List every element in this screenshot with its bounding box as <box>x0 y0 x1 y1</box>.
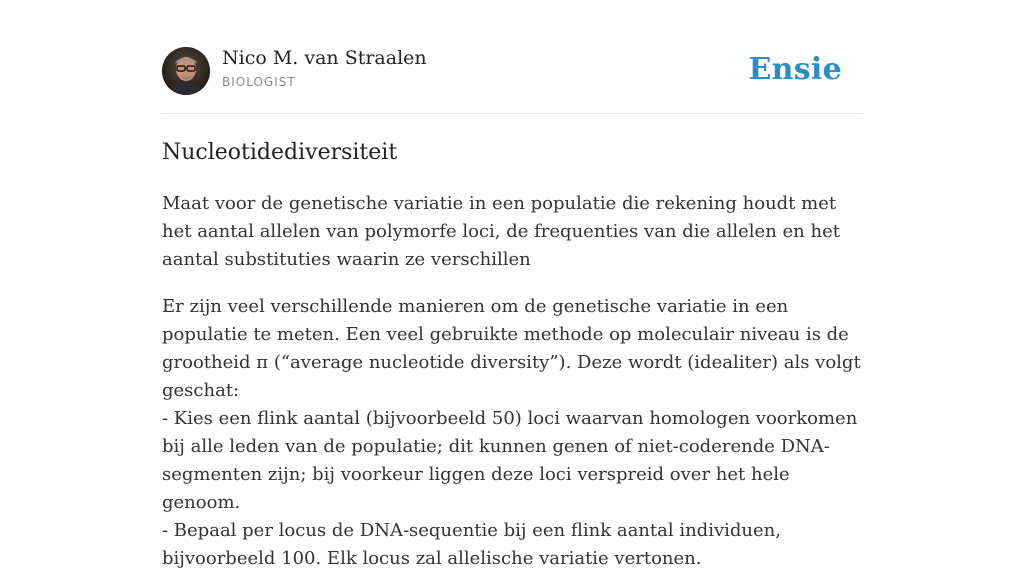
entry-title: Nucleotidediversiteit <box>162 140 398 165</box>
body-list-item: - Bepaal per locus de DNA-sequentie bij een flink aantal individuen, bijvoorbeeld 100. Elk locus zal allelische variatie vertonen. <box>162 520 781 569</box>
entry-definition: Maat voor de genetische variatie in een populatie die rekening houdt met het aantal allelen van polymorfe loci, de frequenties van die allelen en het aantal substituties waarin ze verschillen <box>162 193 840 270</box>
author-avatar[interactable] <box>162 47 210 95</box>
author-role: BIOLOGIST <box>222 75 296 89</box>
body-paragraph: Er zijn veel verschillende manieren om de genetische variatie in een populatie te meten. Een veel gebruikte methode op moleculair niveau is de grootheid π (“average nucleotide diversity”). Deze wordt (idealiter) als volgt geschat: <box>162 296 861 401</box>
person-photo-icon <box>162 47 210 95</box>
author-header <box>162 0 862 114</box>
brand-logo[interactable]: Ensie <box>748 52 842 87</box>
page-container <box>162 0 862 569</box>
entry-body <box>162 293 862 573</box>
author-name[interactable]: Nico M. van Straalen <box>222 47 427 69</box>
body-list-item: - Kies een flink aantal (bijvoorbeeld 50) loci waarvan homologen voorkomen bij alle leden van de populatie; dit kunnen genen of niet-coderende DNA-segmenten zijn; bij voorkeur liggen deze loci verspreid over het hele genoom. <box>162 408 858 513</box>
